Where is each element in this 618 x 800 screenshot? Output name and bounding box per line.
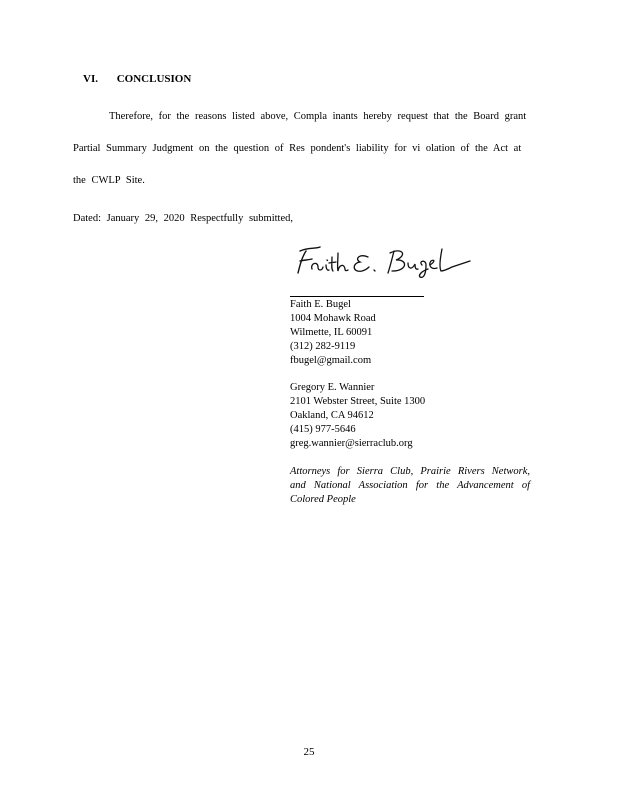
- paragraph-line: Therefore, for the reasons listed above, Compla inants hereby request that the Board grant: [109, 111, 527, 122]
- attorney-email: fbugel@gmail.com: [290, 355, 372, 366]
- attorney-address-city: Oakland, CA 94612: [290, 410, 374, 421]
- attorney-address-street: 2101 Webster Street, Suite 1300: [290, 396, 426, 407]
- attorney-email: greg.wannier@sierraclub.org: [290, 438, 413, 449]
- signature-image: [290, 243, 480, 283]
- attorney-address-city: Wilmette, IL 60091: [290, 327, 373, 338]
- page-number: 25: [303, 746, 315, 758]
- signature-line: [290, 296, 424, 297]
- attorney-phone: (415) 977-5646: [290, 424, 356, 435]
- handwritten-signature: [290, 243, 480, 283]
- attorneys-for-line: Attorneys for Sierra Club, Prairie Rivers Network,: [290, 466, 530, 477]
- section-title: CONCLUSION: [116, 73, 192, 85]
- attorneys-for-line: and National Association for the Advancement of: [290, 480, 530, 491]
- section-number: VI.: [83, 73, 98, 85]
- section-heading: [83, 73, 191, 85]
- attorneys-for-statement: [290, 465, 530, 507]
- dated-line: Dated: January 29, 2020 Respectfully submitted,: [73, 213, 294, 224]
- attorney-address-street: 1004 Mohawk Road: [290, 313, 376, 324]
- attorney-name: Faith E. Bugel: [290, 299, 351, 310]
- conclusion-paragraph: [73, 101, 533, 197]
- paragraph-line: Partial Summary Judgment on the question of Res pondent's liability for vi olation of the Act at: [73, 143, 522, 154]
- attorney-block-bugel: [290, 298, 376, 368]
- paragraph-line: the CWLP Site.: [73, 175, 145, 186]
- attorney-phone: (312) 282-9119: [290, 341, 356, 352]
- attorneys-for-line: Colored People: [290, 494, 356, 505]
- attorney-block-wannier: [290, 381, 425, 451]
- attorney-name: Gregory E. Wannier: [290, 382, 375, 393]
